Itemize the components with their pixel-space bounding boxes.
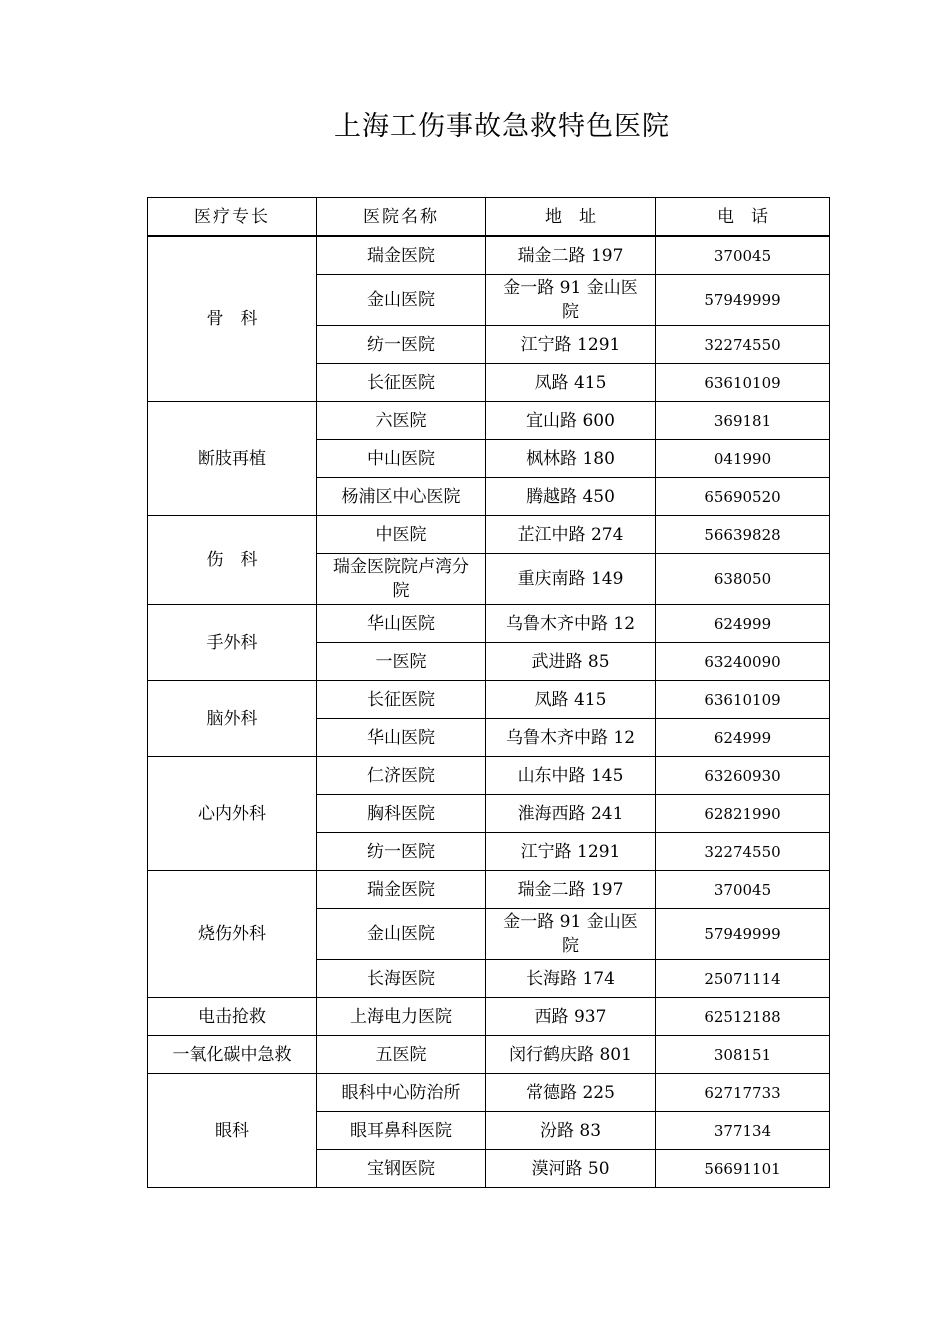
phone-cell: 377134 bbox=[656, 1112, 830, 1150]
phone-cell: 041990 bbox=[656, 440, 830, 478]
address-cell: 金一路 91 金山医院 bbox=[486, 909, 656, 960]
address-cell: 山东中路 145 bbox=[486, 757, 656, 795]
hospital-name-cell: 瑞金医院院卢湾分院 bbox=[317, 554, 486, 605]
phone-cell: 65690520 bbox=[656, 478, 830, 516]
phone-cell: 62821990 bbox=[656, 795, 830, 833]
hospital-name-cell: 中山医院 bbox=[317, 440, 486, 478]
hospital-name-cell: 瑞金医院 bbox=[317, 236, 486, 275]
hospital-name-cell: 长征医院 bbox=[317, 364, 486, 402]
specialty-cell: 电击抢救 bbox=[148, 998, 317, 1036]
table-row bbox=[148, 1074, 830, 1112]
address-cell: 凤路 415 bbox=[486, 681, 656, 719]
hospital-table bbox=[147, 197, 830, 1188]
specialty-cell: 骨 科 bbox=[148, 236, 317, 402]
hospital-name-cell: 金山医院 bbox=[317, 275, 486, 326]
address-cell: 宜山路 600 bbox=[486, 402, 656, 440]
hospital-name-cell: 上海电力医院 bbox=[317, 998, 486, 1036]
hospital-name-cell: 纺一医院 bbox=[317, 833, 486, 871]
phone-cell: 57949999 bbox=[656, 275, 830, 326]
hospital-name-cell: 一医院 bbox=[317, 643, 486, 681]
header-address: 地 址 bbox=[486, 198, 656, 237]
phone-cell: 63240090 bbox=[656, 643, 830, 681]
phone-cell: 62717733 bbox=[656, 1074, 830, 1112]
hospital-name-cell: 长海医院 bbox=[317, 960, 486, 998]
address-cell: 长海路 174 bbox=[486, 960, 656, 998]
hospital-name-cell: 五医院 bbox=[317, 1036, 486, 1074]
hospital-name-cell: 眼耳鼻科医院 bbox=[317, 1112, 486, 1150]
phone-cell: 32274550 bbox=[656, 326, 830, 364]
address-cell: 漠河路 50 bbox=[486, 1150, 656, 1188]
address-cell: 汾路 83 bbox=[486, 1112, 656, 1150]
hospital-name-cell: 华山医院 bbox=[317, 719, 486, 757]
phone-cell: 57949999 bbox=[656, 909, 830, 960]
specialty-cell: 手外科 bbox=[148, 605, 317, 681]
table-row bbox=[148, 757, 830, 795]
phone-cell: 369181 bbox=[656, 402, 830, 440]
phone-cell: 370045 bbox=[656, 236, 830, 275]
hospital-name-cell: 宝钢医院 bbox=[317, 1150, 486, 1188]
address-cell: 凤路 415 bbox=[486, 364, 656, 402]
hospital-name-cell: 六医院 bbox=[317, 402, 486, 440]
address-cell: 西路 937 bbox=[486, 998, 656, 1036]
phone-cell: 56639828 bbox=[656, 516, 830, 554]
phone-cell: 370045 bbox=[656, 871, 830, 909]
hospital-name-cell: 长征医院 bbox=[317, 681, 486, 719]
address-cell: 腾越路 450 bbox=[486, 478, 656, 516]
hospital-name-cell: 金山医院 bbox=[317, 909, 486, 960]
hospital-name-cell: 中医院 bbox=[317, 516, 486, 554]
table-row bbox=[148, 605, 830, 643]
hospital-name-cell: 华山医院 bbox=[317, 605, 486, 643]
page-title: 上海工伤事故急救特色医院 bbox=[334, 111, 670, 142]
specialty-cell: 眼科 bbox=[148, 1074, 317, 1188]
table-row bbox=[148, 998, 830, 1036]
address-cell: 金一路 91 金山医院 bbox=[486, 275, 656, 326]
address-cell: 闵行鹤庆路 801 bbox=[486, 1036, 656, 1074]
header-row bbox=[148, 198, 830, 237]
phone-cell: 32274550 bbox=[656, 833, 830, 871]
table-row bbox=[148, 871, 830, 909]
specialty-cell: 断肢再植 bbox=[148, 402, 317, 516]
table-row bbox=[148, 516, 830, 554]
address-cell: 江宁路 1291 bbox=[486, 326, 656, 364]
hospital-name-cell: 杨浦区中心医院 bbox=[317, 478, 486, 516]
table-row bbox=[148, 402, 830, 440]
address-cell: 武进路 85 bbox=[486, 643, 656, 681]
specialty-cell: 伤 科 bbox=[148, 516, 317, 605]
phone-cell: 63610109 bbox=[656, 681, 830, 719]
address-cell: 枫林路 180 bbox=[486, 440, 656, 478]
address-cell: 常德路 225 bbox=[486, 1074, 656, 1112]
hospital-name-cell: 瑞金医院 bbox=[317, 871, 486, 909]
address-cell: 重庆南路 149 bbox=[486, 554, 656, 605]
table-row bbox=[148, 236, 830, 275]
address-cell: 瑞金二路 197 bbox=[486, 236, 656, 275]
specialty-cell: 烧伤外科 bbox=[148, 871, 317, 998]
table-row bbox=[148, 1036, 830, 1074]
hospital-name-cell: 眼科中心防治所 bbox=[317, 1074, 486, 1112]
address-cell: 瑞金二路 197 bbox=[486, 871, 656, 909]
specialty-cell: 一氧化碳中急救 bbox=[148, 1036, 317, 1074]
address-cell: 江宁路 1291 bbox=[486, 833, 656, 871]
phone-cell: 308151 bbox=[656, 1036, 830, 1074]
address-cell: 乌鲁木齐中路 12 bbox=[486, 719, 656, 757]
phone-cell: 63610109 bbox=[656, 364, 830, 402]
phone-cell: 56691101 bbox=[656, 1150, 830, 1188]
address-cell: 淮海西路 241 bbox=[486, 795, 656, 833]
table-row bbox=[148, 681, 830, 719]
phone-cell: 624999 bbox=[656, 605, 830, 643]
hospital-name-cell: 胸科医院 bbox=[317, 795, 486, 833]
address-cell: 乌鲁木齐中路 12 bbox=[486, 605, 656, 643]
hospital-name-cell: 纺一医院 bbox=[317, 326, 486, 364]
header-phone: 电 话 bbox=[656, 198, 830, 237]
phone-cell: 624999 bbox=[656, 719, 830, 757]
phone-cell: 638050 bbox=[656, 554, 830, 605]
phone-cell: 62512188 bbox=[656, 998, 830, 1036]
specialty-cell: 脑外科 bbox=[148, 681, 317, 757]
header-specialty: 医疗专长 bbox=[148, 198, 317, 237]
phone-cell: 63260930 bbox=[656, 757, 830, 795]
phone-cell: 25071114 bbox=[656, 960, 830, 998]
header-hospital-name: 医院名称 bbox=[317, 198, 486, 237]
address-cell: 芷江中路 274 bbox=[486, 516, 656, 554]
hospital-name-cell: 仁济医院 bbox=[317, 757, 486, 795]
specialty-cell: 心内外科 bbox=[148, 757, 317, 871]
